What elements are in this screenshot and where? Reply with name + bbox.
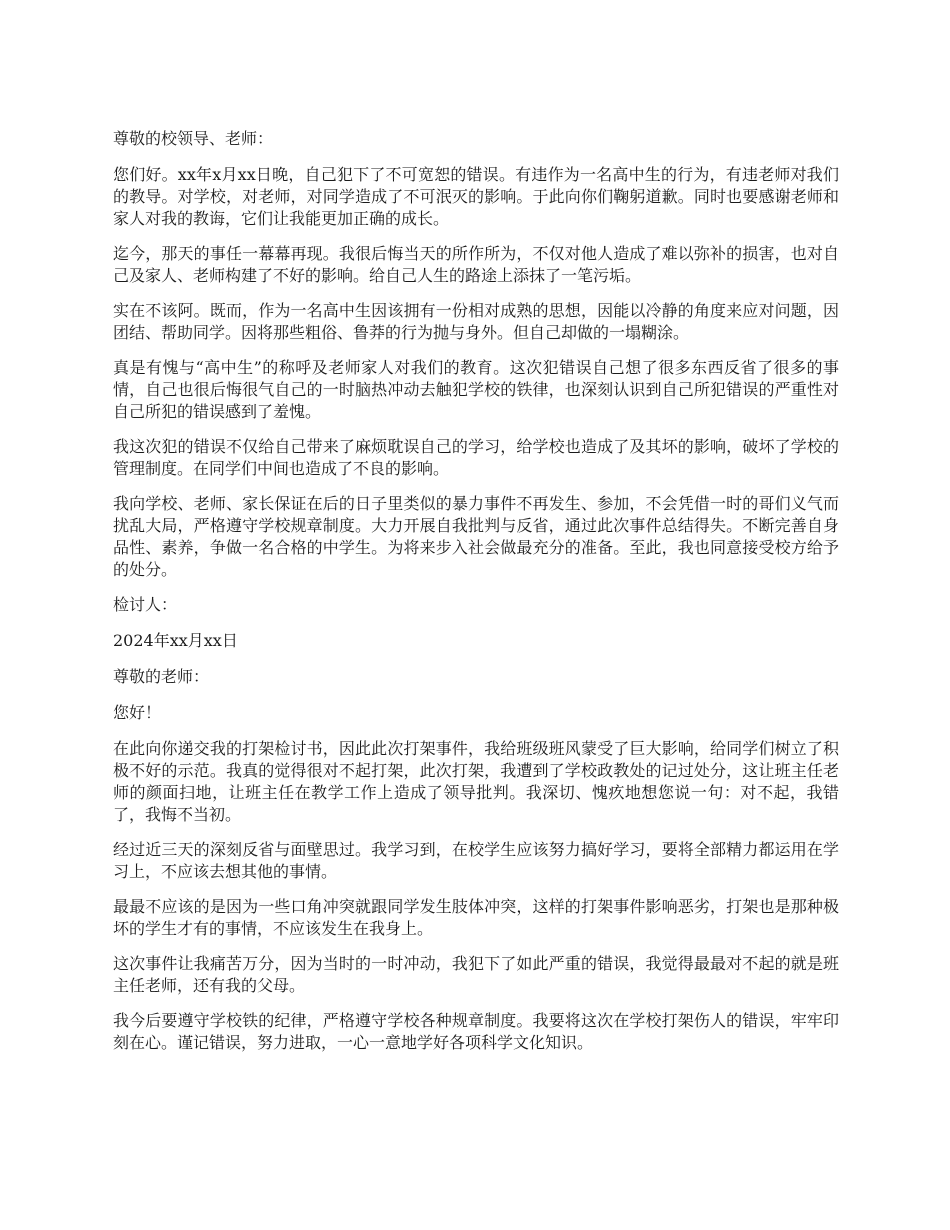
paragraph-3: 实在不该阿。既而，作为一名高中生因该拥有一份相对成熟的思想，因能以冷静的角度来应对问题，因团结、帮助同学。因将那些粗俗、鲁莽的行为抛与身外。但自己却做的一塌糊涂。: [113, 301, 839, 342]
paragraph-8: 经过近三天的深刻反省与面壁思过。我学习到，在校学生应该努力搞好学习，要将全部精力都运用在学习上，不应该去想其他的事情。: [113, 840, 839, 881]
paragraph-5: 我这次犯的错误不仅给自己带来了麻烦耽误自己的学习，给学校也造成了及其坏的影响，破坏了学校的管理制度。在同学们中间也造成了不良的影响。: [113, 437, 839, 478]
signature-label: 检讨人：: [113, 595, 178, 614]
paragraph-1: 您们好。xx年x月xx日晚，自己犯下了不可宽恕的错误。有违作为一名高中生的行为，有违老师对我们的教导。对学校，对老师，对同学造成了不可泯灭的影响。于此向你们鞠躬道歉。同时也要感谢老师和家人对我的教诲，它们让我能更加正确的成长。: [113, 165, 839, 228]
paragraph-2: 迄今，那天的事任一幕幕再现。我很后悔当天的所作所为，不仅对他人造成了难以弥补的损害，也对自己及家人、老师构建了不好的影响。给自己人生的路途上添抹了一笔污垢。: [113, 244, 839, 285]
paragraph-6: 我向学校、老师、家长保证在后的日子里类似的暴力事件不再发生、参加，不会凭借一时的哥们义气而扰乱大局，严格遵守学校规章制度。大力开展自我批判与反省，通过此次事件总结得失。不断完善自身品性、素养，争做一名合格的中学生。为将来步入社会做最充分的准备。至此，我也同意接受校方给予的处分。: [113, 494, 839, 579]
document-body: [113, 128, 839, 1067]
date-line: 2024年xx月xx日: [113, 631, 238, 650]
paragraph-9: 最最不应该的是因为一些口角冲突就跟同学发生肢体冲突，这样的打架事件影响恶劣，打架也是那种极坏的学生才有的事情，不应该发生在我身上。: [113, 897, 839, 938]
salutation-1: 尊敬的校领导、老师：: [113, 129, 274, 148]
paragraph-10: 这次事件让我痛苦万分，因为当时的一时冲动，我犯下了如此严重的错误，我觉得最最对不起的就是班主任老师，还有我的父母。: [113, 954, 839, 995]
paragraph-7: 在此向你递交我的打架检讨书，因此此次打架事件，我给班级班风蒙受了巨大影响，给同学们树立了积极不好的示范。我真的觉得很对不起打架，此次打架，我遭到了学校政教处的记过处分，这让班主任老师的颜面扫地，让班主任在教学工作上造成了领导批判。我深切、愧疚地想您说一句：对不起，我错了，我悔不当初。: [113, 739, 839, 824]
paragraph-11: 我今后要遵守学校铁的纪律，严格遵守学校各种规章制度。我要将这次在学校打架伤人的错误，牢牢印刻在心。谨记错误，努力进取，一心一意地学好各项科学文化知识。: [113, 1011, 839, 1052]
salutation-2: 尊敬的老师：: [113, 667, 210, 686]
greeting-line: 您好！: [113, 703, 162, 722]
paragraph-4: 真是有愧与“高中生”的称呼及老师家人对我们的教育。这次犯错误自己想了很多东西反省了很多的事情，自己也很后悔很气自己的一时脑热冲动去触犯学校的铁律，也深刻认识到自己所犯错误的严重性对自己所犯的错误感到了羞愧。: [113, 358, 839, 421]
